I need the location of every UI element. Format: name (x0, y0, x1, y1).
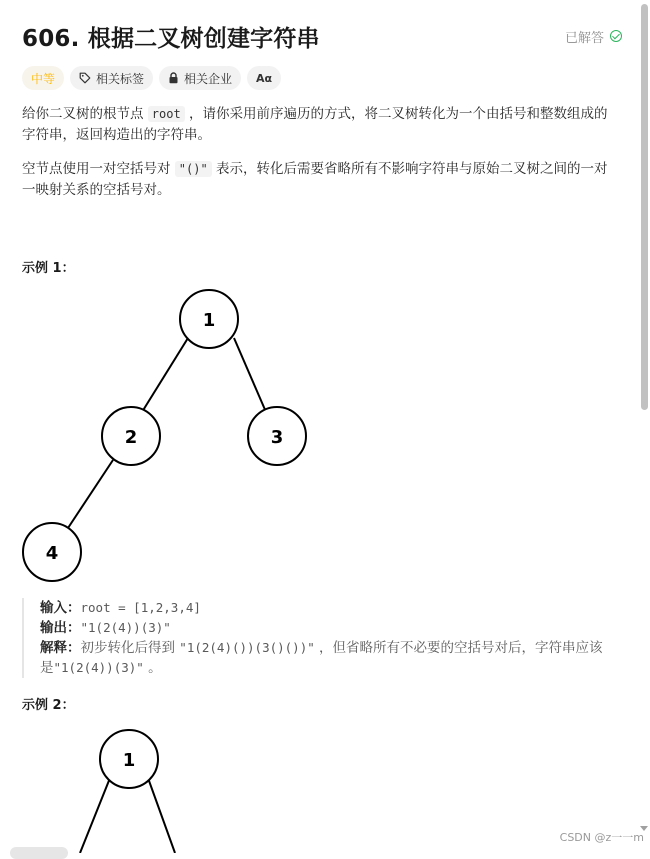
input-value: root = [1,2,3,4] (80, 600, 201, 615)
tree-node-label: 2 (124, 427, 138, 448)
output-label: 输出： (40, 620, 81, 636)
vertical-scrollbar-thumb[interactable] (641, 4, 648, 410)
description-text: ，请你采用前序遍历的方式，将二叉树转化为一个由括号和整数组成的字符串，返回构造出的字符串。 (22, 106, 608, 143)
explanation-text: 初步转化后得到 (80, 640, 180, 656)
font-size-button[interactable] (247, 66, 281, 90)
example-1-io-block (22, 598, 622, 678)
solved-label: 已解答 (564, 30, 604, 46)
watermark: CSDN @z一一m (559, 831, 644, 844)
description-text: 给你二叉树的根节点 (22, 106, 148, 122)
output-value: "1(2(4))(3)" (80, 620, 171, 635)
tag-icon (79, 72, 91, 84)
example-explanation (40, 638, 622, 678)
tree-edge (80, 778, 110, 853)
tag-row (22, 66, 622, 90)
tree-node-label: 3 (270, 427, 284, 448)
check-circle-icon (610, 30, 622, 42)
problem-page (22, 18, 622, 201)
solved-status (565, 27, 622, 46)
tree-node-label: 4 (45, 543, 59, 564)
bottom-toolbar (0, 845, 650, 853)
tree-node-label: 1 (122, 750, 136, 771)
example-1-tree-diagram (20, 286, 320, 586)
example-output-line (40, 618, 622, 638)
example-2-title: 示例 2： (22, 698, 75, 713)
tree-edge (234, 338, 266, 412)
explanation-text: 。 (143, 660, 162, 676)
description-paragraph-2 (22, 159, 617, 201)
tree-node-label: 1 (202, 310, 216, 331)
tree-edge (68, 460, 113, 528)
topics-tag-label: 相关标签 (96, 71, 145, 86)
lock-icon (168, 72, 179, 84)
example-1-title: 示例 1： (22, 261, 75, 276)
toolbar-button[interactable] (10, 847, 68, 859)
tree-edge (142, 338, 188, 412)
description-text: 空节点使用一对空括号对 (22, 161, 175, 177)
explanation-label: 解释： (40, 640, 81, 656)
example-2-tree-diagram (20, 726, 240, 853)
translate-icon: Aα (256, 71, 273, 85)
problem-header (22, 18, 622, 54)
tree-edge (148, 778, 175, 853)
explanation-text: ，但省略所有不必要的空括号对后，字符串应该是 (40, 640, 603, 676)
explanation-code: "1(2(4)())(3()())" (179, 640, 315, 655)
topics-tag-button[interactable] (70, 66, 153, 90)
inline-code-empty-parens: "()" (175, 161, 212, 177)
description-paragraph-1 (22, 104, 617, 146)
difficulty-badge: 中等 (22, 66, 64, 90)
problem-title: 606. 根据二叉树创建字符串 (22, 25, 320, 52)
companies-tag-button[interactable] (159, 66, 241, 90)
explanation-code: "1(2(4))(3)" (53, 660, 144, 675)
description-text: 表示，转化后需要省略所有不影响字符串与原始二叉树之间的一对一映射关系的空括号对。 (22, 161, 608, 198)
companies-tag-label: 相关企业 (184, 71, 233, 86)
inline-code-root: root (148, 106, 185, 122)
example-input-line (40, 598, 622, 618)
input-label: 输入： (40, 600, 81, 616)
